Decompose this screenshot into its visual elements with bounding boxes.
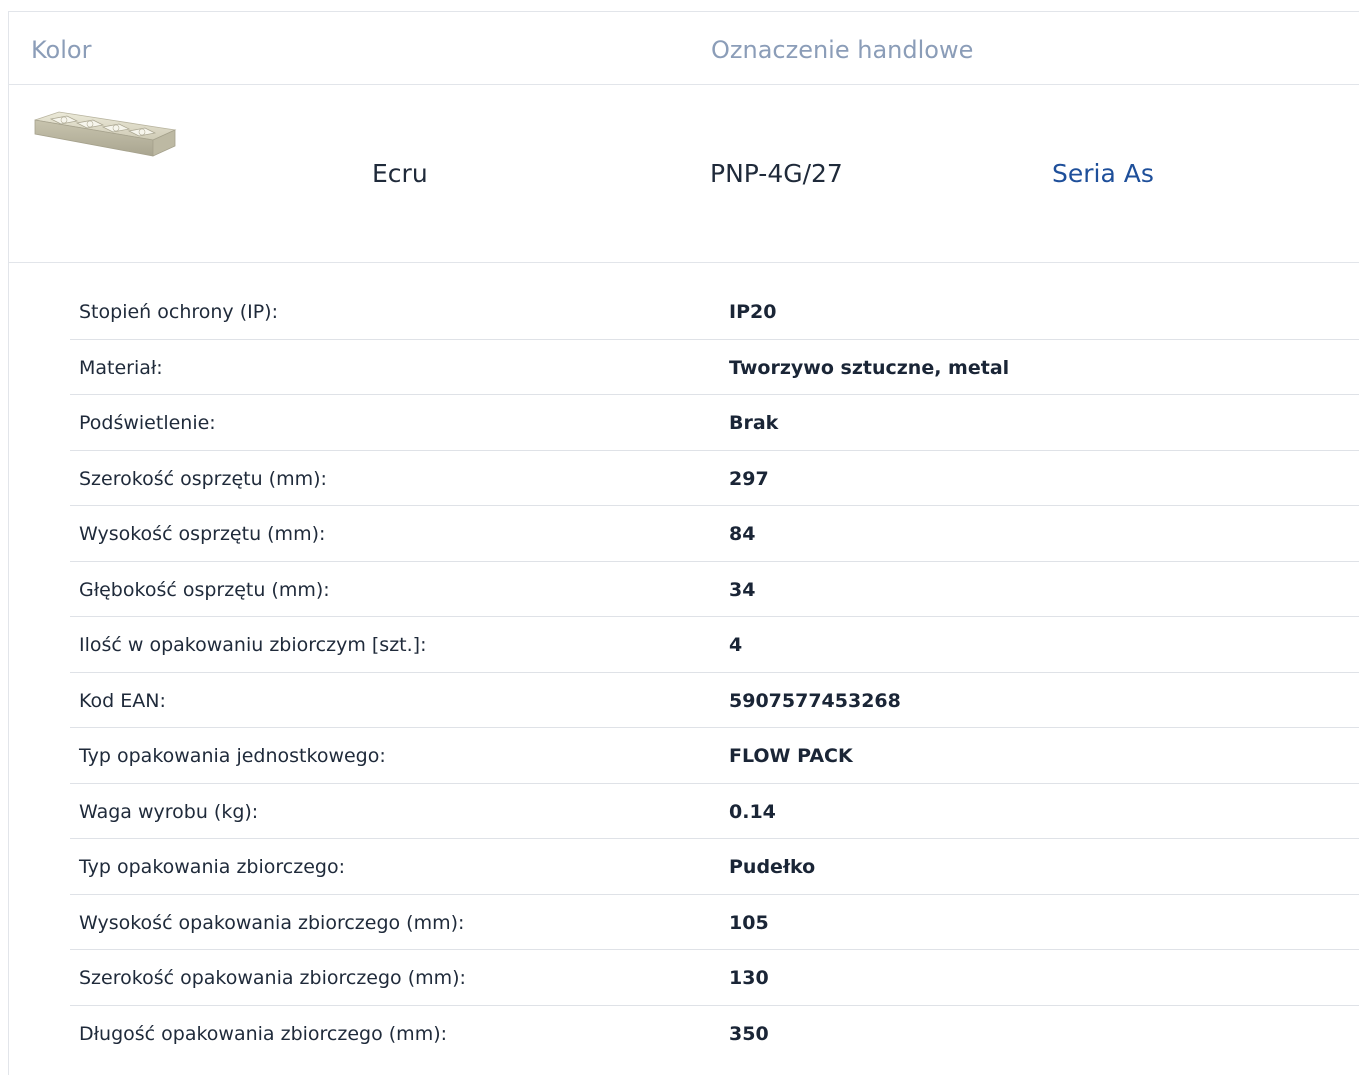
spec-row: [70, 562, 1359, 618]
spec-row: [70, 451, 1359, 507]
spec-label: Kod EAN:: [79, 689, 166, 712]
spec-value: IP20: [729, 301, 777, 323]
spec-row: [70, 395, 1359, 451]
spec-row: [70, 506, 1359, 562]
spec-value: Pudełko: [729, 856, 816, 878]
spec-row: [70, 839, 1359, 895]
spec-label: Waga wyrobu (kg):: [79, 800, 259, 823]
spec-value: 4: [729, 634, 743, 656]
product-variant-panel: [8, 11, 1359, 1075]
column-header-kolor: Kolor: [31, 36, 92, 64]
spec-label: Szerokość opakowania zbiorczego (mm):: [79, 967, 466, 989]
spec-row: [70, 728, 1359, 784]
spec-label: Ilość w opakowaniu zbiorczym [szt.]:: [79, 634, 427, 656]
spec-label: Typ opakowania jednostkowego:: [79, 745, 386, 767]
spec-row: [70, 340, 1359, 396]
spec-value: 84: [729, 523, 756, 545]
series-link[interactable]: Seria As: [1052, 159, 1154, 188]
table-header: [9, 12, 1359, 85]
product-image: [29, 106, 177, 176]
product-code: PNP-4G/27: [710, 159, 843, 188]
column-header-oznaczenie: Oznaczenie handlowe: [711, 36, 974, 64]
spec-label: Stopień ochrony (IP):: [79, 301, 278, 323]
spec-label: Długość opakowania zbiorczego (mm):: [79, 1022, 448, 1045]
spec-label: Wysokość osprzętu (mm):: [79, 523, 326, 545]
spec-value: Tworzywo sztuczne, metal: [729, 356, 1010, 379]
spec-value: 130: [729, 967, 769, 989]
spec-label: Typ opakowania zbiorczego:: [79, 856, 345, 878]
product-row: [9, 85, 1359, 263]
spec-row: [70, 284, 1359, 340]
spec-value: 5907577453268: [729, 689, 901, 712]
spec-row: [70, 617, 1359, 673]
spec-row: [70, 950, 1359, 1006]
spec-value: 350: [729, 1022, 769, 1045]
spec-row: [70, 1006, 1359, 1062]
spec-value: 0.14: [729, 800, 776, 823]
specifications-table: [70, 284, 1359, 1061]
spec-value: FLOW PACK: [729, 745, 853, 767]
spec-label: Szerokość osprzętu (mm):: [79, 467, 327, 490]
spec-value: 297: [729, 467, 769, 490]
spec-value: 105: [729, 911, 769, 934]
spec-label: Materiał:: [79, 356, 163, 379]
spec-row: [70, 784, 1359, 840]
product-color: Ecru: [372, 159, 428, 188]
spec-value: 34: [729, 578, 756, 601]
spec-row: [70, 673, 1359, 729]
spec-label: Podświetlenie:: [79, 412, 216, 434]
spec-label: Głębokość osprzętu (mm):: [79, 578, 330, 601]
spec-row: [70, 895, 1359, 951]
spec-label: Wysokość opakowania zbiorczego (mm):: [79, 911, 465, 934]
spec-value: Brak: [729, 412, 779, 434]
